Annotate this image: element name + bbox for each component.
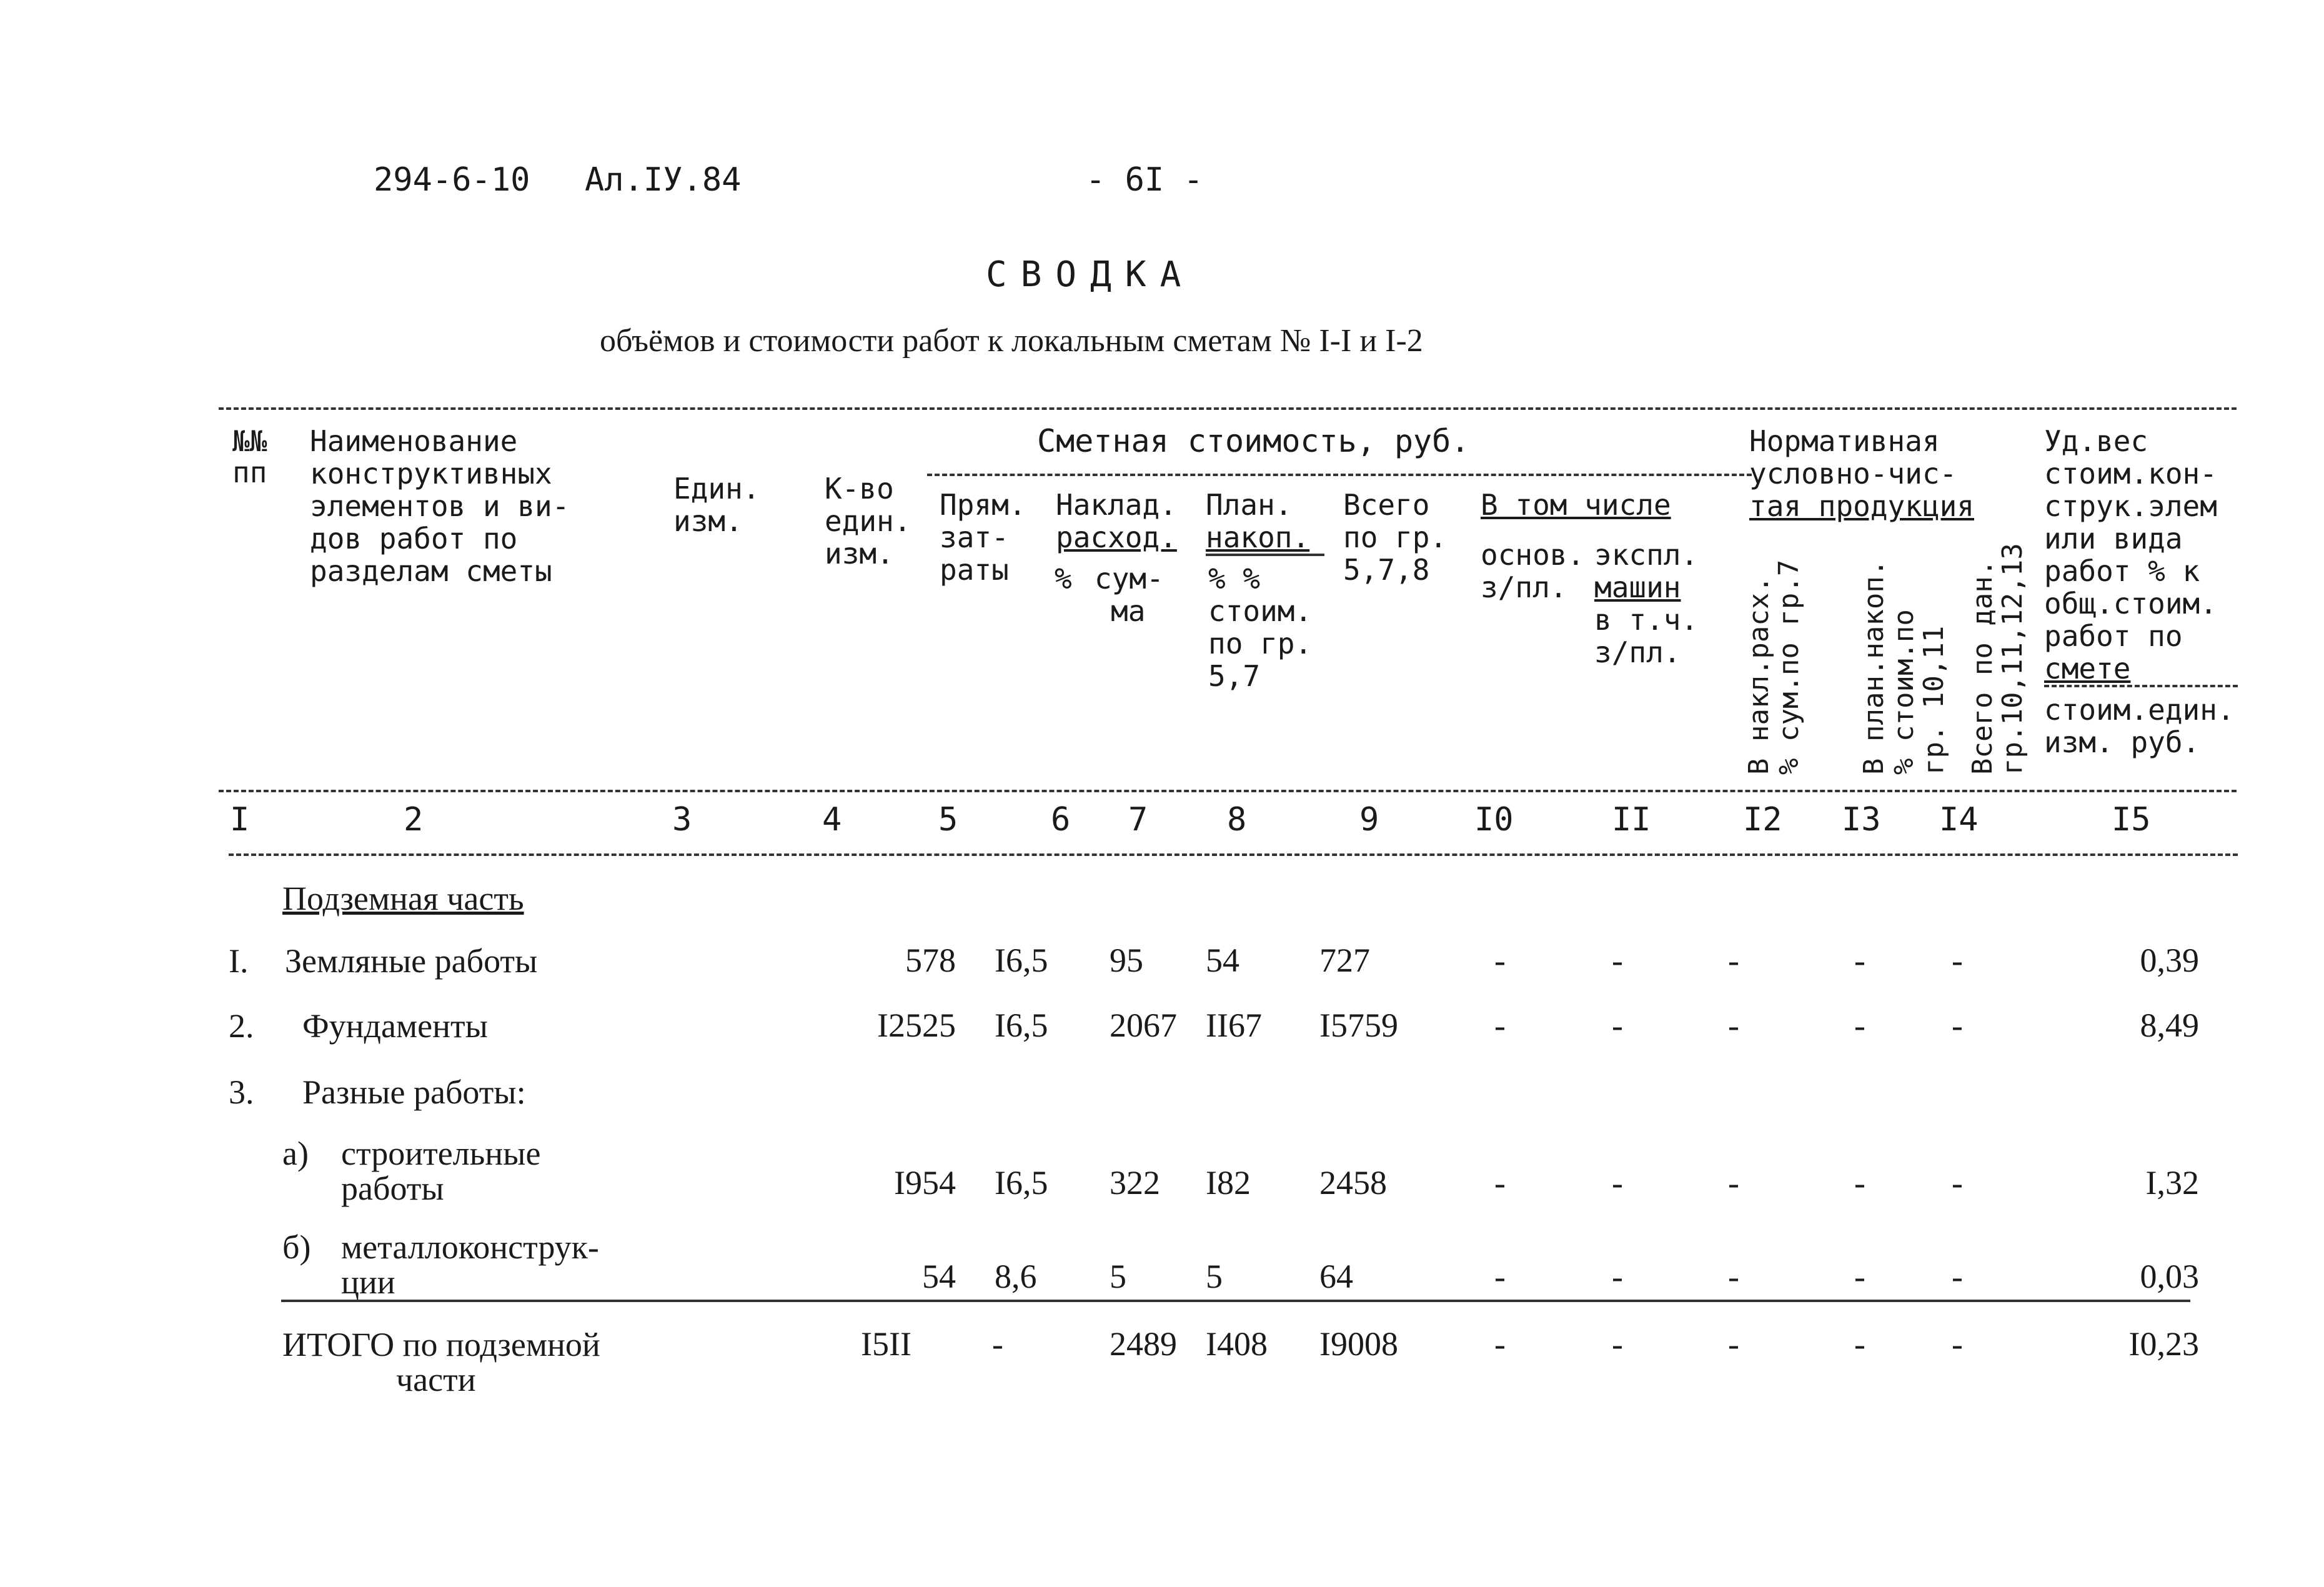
colnum-10: I0 [1474,801,1514,838]
colnum-12: I2 [1743,801,1782,838]
cost-group-header: Сметная стоимость, руб. [1037,423,1470,459]
colnum-15: I5 [2112,801,2151,838]
col7-header: сум- ма [1095,562,1164,628]
cell-planned-savings: 54 [1206,942,1239,979]
cell-overhead-sum: 95 [1110,942,1143,979]
total-col10: - [1494,1325,1506,1363]
row-name: Фундаменты [302,1007,488,1045]
section-title: Подземная часть [282,880,524,917]
total-col14: - [1952,1325,1963,1363]
cell-overhead-pct: I6,5 [995,1164,1048,1201]
colnum-14: I4 [1939,801,1979,838]
cell-total: 2458 [1319,1164,1387,1201]
col8-underline [1206,554,1324,556]
cell-direct-costs: I954 [894,1164,956,1201]
row-number: а) [282,1135,309,1172]
col1-header-b: пп [232,455,267,489]
cell-col13: - [1854,942,1865,979]
total-overhead-pct: - [992,1325,1003,1363]
colnum-8: 8 [1227,801,1247,838]
cell-col14: - [1952,1258,1963,1295]
cell-overhead-pct: I6,5 [995,1007,1048,1044]
total-total: I9008 [1319,1325,1398,1363]
cell-col11: - [1612,942,1623,979]
total-overhead-sum: 2489 [1110,1325,1177,1363]
cell-overhead-pct: I6,5 [995,942,1048,979]
row-name: Земляные работы [285,942,538,980]
document-subtitle: объёмов и стоимости работ к локальным сметам № I-I и I-2 [600,323,1423,359]
total-col11: - [1612,1325,1623,1363]
cell-weight: 0,39 [2140,942,2199,979]
cell-col10: - [1494,1007,1506,1044]
row-name: строительные работы [341,1135,541,1207]
header-bottom-border [219,790,2237,792]
colnum-4: 4 [822,801,842,838]
col4-header: К-во един. изм. [825,472,911,570]
colnum-5: 5 [938,801,958,838]
cell-col10: - [1494,942,1506,979]
album-number: Ал.IУ.84 [585,161,742,199]
cell-overhead-sum: 2067 [1110,1007,1177,1044]
colnum-6: 6 [1051,801,1071,838]
cell-col14: - [1952,1007,1963,1044]
colnum-7: 7 [1128,801,1148,838]
page-number: - 6I - [1086,161,1203,199]
col15-header: Уд.вес стоим.кон- струк.элем или вида работ % к общ.стоим. работ по смете [2044,424,2217,685]
colnum-9: 9 [1359,801,1379,838]
row-name: Разные работы: [302,1073,526,1111]
cell-col13: - [1854,1007,1865,1044]
col8-header-title: План. накоп. [1206,488,1310,554]
cell-planned-savings: I82 [1206,1164,1251,1201]
col67-header-title: Наклад. расход. [1056,488,1177,554]
col1-header-a: №№ [232,424,267,458]
col9-header: Всего по гр. 5,7,8 [1343,488,1448,587]
cell-col10: - [1494,1164,1506,1201]
row-number: I. [229,942,249,980]
colnum-11: II [1612,801,1651,838]
col15-divider [2044,685,2238,687]
cell-col11: - [1612,1007,1623,1044]
col3-header: Един. изм. [673,472,760,538]
total-col12: - [1728,1325,1739,1363]
row-name: металлоконструк- ции [341,1228,599,1301]
cell-col11: - [1612,1258,1623,1295]
table-top-border [219,407,2237,410]
cell-col13: - [1854,1164,1865,1201]
cell-planned-savings: 5 [1206,1258,1223,1295]
colnum-13: I3 [1842,801,1881,838]
document-code: 294-6-10 [374,161,530,199]
col14-header: Всего по дан. гр.10,11,12,13 [1967,543,2029,775]
colnum-3: 3 [672,801,692,838]
numbers-bottom-border [229,853,2238,856]
col2-header: Наименование конструктивных элементов и ви- дов работ по разделам сметы [310,424,570,588]
cell-overhead-sum: 5 [1110,1258,1126,1295]
cell-col12: - [1728,1258,1739,1295]
total-weight: I0,23 [2128,1325,2199,1363]
cell-direct-costs: 54 [922,1258,956,1295]
cell-col13: - [1854,1258,1865,1295]
col11-header: экспл. машин в т.ч. з/пл. [1594,538,1699,669]
cell-col12: - [1728,942,1739,979]
col10-header: основ. з/пл. [1481,538,1585,604]
cell-planned-savings: II67 [1206,1007,1262,1044]
cell-direct-costs: 578 [905,942,956,979]
total-label: ИТОГО по подземной части [282,1326,600,1398]
cost-group-divider [927,474,1752,476]
cell-col12: - [1728,1164,1739,1201]
colnum-2: 2 [404,801,424,838]
cell-col14: - [1952,1164,1963,1201]
row-number: 3. [229,1073,254,1111]
norm-group-header: Нормативная условно-чис- тая продукция [1749,424,1975,523]
col15-header-unit: стоим.един. изм. руб. [2044,693,2235,759]
document-title: СВОДКА [986,254,1195,295]
col12-header: В накл.расх. % сум.по гр.7 [1743,559,1805,775]
cell-total: 727 [1319,942,1370,979]
col13-header: В план.накоп. % стоим.по гр. 10,11 [1858,559,1950,775]
cell-col12: - [1728,1007,1739,1044]
cell-total: 64 [1319,1258,1353,1295]
row-number: б) [282,1228,311,1266]
cell-col14: - [1952,942,1963,979]
col6-header: % [1055,562,1072,595]
cell-overhead-pct: 8,6 [995,1258,1037,1295]
col5-header: Прям. зат- раты [940,488,1026,587]
cell-total: I5759 [1319,1007,1398,1044]
cell-overhead-sum: 322 [1110,1164,1160,1201]
total-col13: - [1854,1325,1865,1363]
cell-col10: - [1494,1258,1506,1295]
subtotal-underline [281,1300,2190,1302]
cell-weight: I,32 [2145,1164,2199,1201]
total-planned-savings: I408 [1206,1325,1268,1363]
colnum-1: I [230,801,250,838]
cell-direct-costs: I2525 [877,1007,956,1044]
cell-col11: - [1612,1164,1623,1201]
row-number: 2. [229,1007,254,1045]
cell-weight: 0,03 [2140,1258,2199,1295]
col1011-header-title: В том числе [1481,488,1671,522]
col8-header: % % стоим. по гр. 5,7 [1208,562,1313,693]
cell-weight: 8,49 [2140,1007,2199,1044]
total-direct-costs: I5II [861,1325,911,1363]
